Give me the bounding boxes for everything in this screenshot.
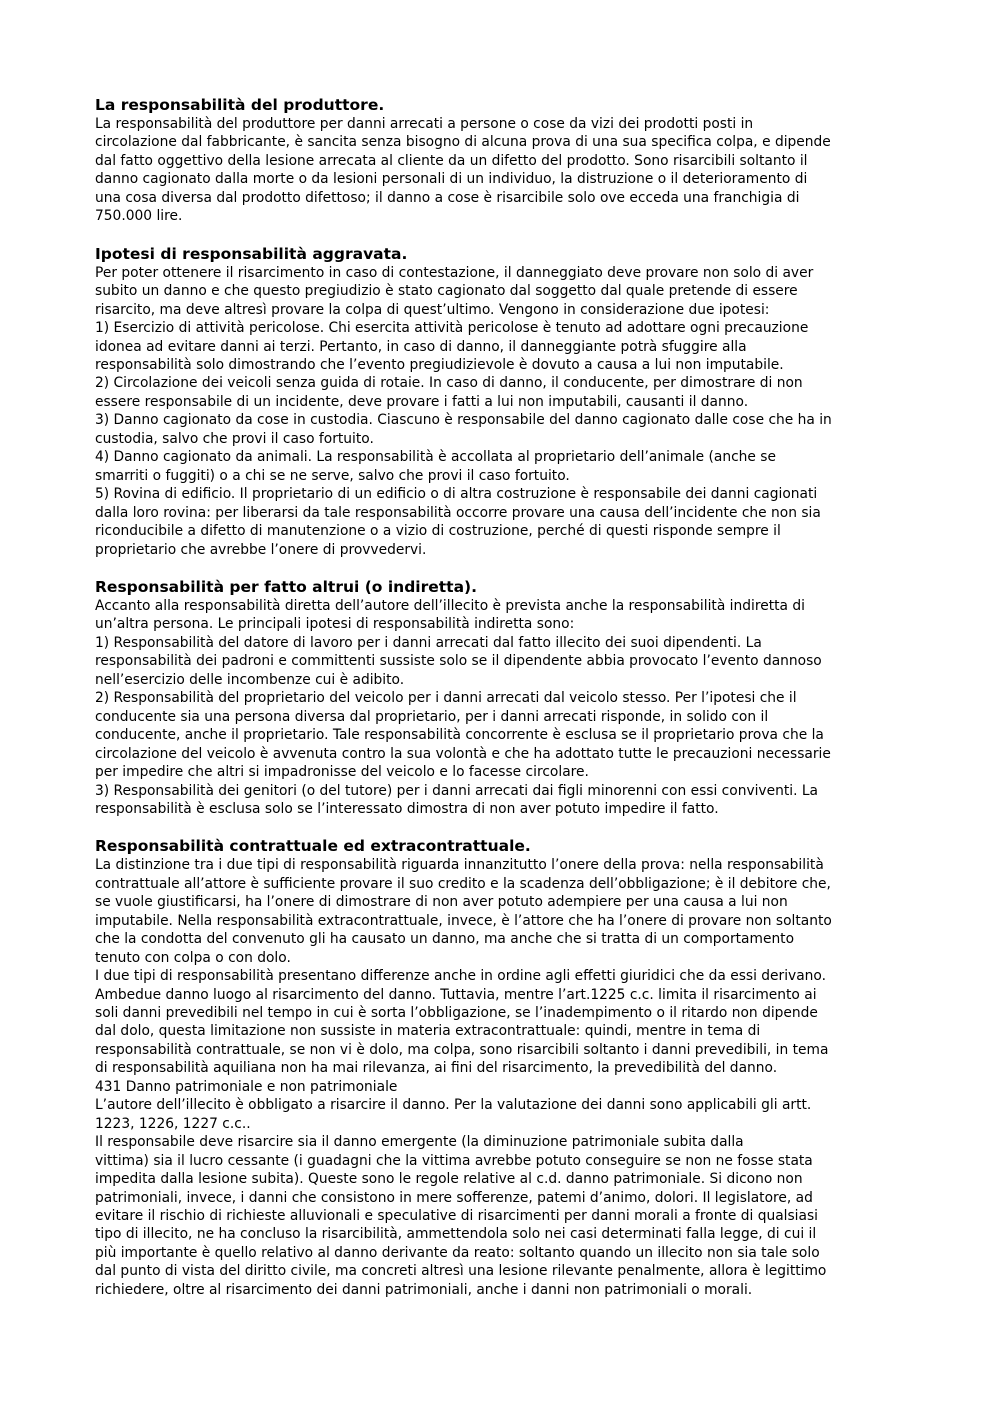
body-text-line: tenuto con colpa o con dolo. xyxy=(95,949,291,966)
body-text-line: L’autore dell’illecito è obbligato a risarcire il danno. Per la valutazione dei danni sono applicabili gli artt. xyxy=(95,1097,812,1114)
body-text-line: patrimoniali, invece, i danni che consistono in mere sofferenze, patemi d’animo, dolori. Il legislatore, ad xyxy=(95,1189,813,1206)
section-heading: Responsabilità per fatto altrui (o indiretta). xyxy=(95,577,478,596)
section xyxy=(95,836,910,1299)
body-text-line: 4) Danno cagionato da animali. La responsabilità è accollata al proprietario dell’animale (anche se xyxy=(95,449,776,466)
document-page xyxy=(95,95,910,1317)
section-heading: Responsabilità contrattuale ed extracontrattuale. xyxy=(95,837,531,856)
body-text-line: Accanto alla responsabilità diretta dell’autore dell’illecito è prevista anche la responsabilità indiretta di xyxy=(95,597,805,614)
body-text-line: una cosa diversa dal prodotto difettoso; il danno a cose è risarcibile solo ove ecceda una franchigia di xyxy=(95,189,800,206)
body-text-line: contrattuale all’attore è sufficiente provare il suo credito e la scadenza dell’obbligazione; è il debitore che, xyxy=(95,875,831,892)
body-text-line: per impedire che altri si impadronisse del veicolo e lo facesse circolare. xyxy=(95,764,589,781)
body-text-line: dal fatto oggettivo della lesione arrecata al cliente da un difetto del prodotto. Sono risarcibili soltanto il xyxy=(95,152,808,169)
body-text-line: 5) Rovina di edificio. Il proprietario di un edificio o di altra costruzione è responsabile dei danni cagionati xyxy=(95,486,818,503)
body-text-line: idonea ad evitare danni ai terzi. Pertanto, in caso di danno, il danneggiante potrà sfuggire alla xyxy=(95,338,747,355)
body-text-line: conducente, anche il proprietario. Tale responsabilità concorrente è esclusa se il proprietario prova che la xyxy=(95,727,824,744)
section-heading: Ipotesi di responsabilità aggravata. xyxy=(95,244,408,263)
body-text-line: conducente sia una persona diversa dal proprietario, per i danni arrecati risponde, in solido con il xyxy=(95,708,769,725)
body-text-line: 1) Esercizio di attività pericolose. Chi esercita attività pericolose è tenuto ad adottare ogni precauzione xyxy=(95,320,809,337)
body-text-line: proprietario che avrebbe l’onere di provvedervi. xyxy=(95,541,427,558)
body-text-line: se vuole giustificarsi, ha l’onere di dimostrare di non aver potuto adempiere per una causa a lui non xyxy=(95,894,788,911)
body-text-line: evitare il rischio di richieste alluvionali e speculative di risarcimenti per danni morali a fronte di qualsiasi xyxy=(95,1208,818,1225)
body-text-line: 1) Responsabilità del datore di lavoro per i danni arrecati dal fatto illecito dei suoi dipendenti. La xyxy=(95,634,762,651)
body-text-line: responsabilità contrattuale, se non vi è dolo, ma colpa, sono risarcibili soltanto i danni prevedibili, in tema xyxy=(95,1041,829,1058)
body-text-line: circolazione del veicolo è avvenuta contro la sua volontà e che ha adottato tutte le precauzioni necessarie xyxy=(95,745,831,762)
body-text-line: 2) Responsabilità del proprietario del veicolo per i danni arrecati dal veicolo stesso. Per l’ipotesi che il xyxy=(95,690,797,707)
body-text-line: 3) Responsabilità dei genitori (o del tutore) per i danni arrecati dai figli minorenni con essi conviventi. La xyxy=(95,782,818,799)
body-text-line: Per poter ottenere il risarcimento in caso di contestazione, il danneggiato deve provare non solo di aver xyxy=(95,264,814,281)
body-text-line: dal punto di vista del diritto civile, ma concreti altresì una lesione rilevante penalmente, allora è legittimo xyxy=(95,1263,827,1280)
body-text-line: responsabilità dei padroni e committenti sussiste solo se il dipendente abbia provocato l’evento dannoso xyxy=(95,653,822,670)
body-text-line: circolazione dal fabbricante, è sancita senza bisogno di alcuna prova di una sua specifica colpa, e dipende xyxy=(95,134,831,151)
body-text-line: riconducibile a difetto di manutenzione o a vizio di costruzione, perché di questi risponde sempre il xyxy=(95,523,781,540)
body-text-line: smarriti o fuggiti) o a chi se ne serve, salvo che provi il caso fortuito. xyxy=(95,467,570,484)
body-text-line: vittima) sia il lucro cessante (i guadagni che la vittima avrebbe potuto conseguire se non ne fosse stata xyxy=(95,1152,813,1169)
body-text-line: 1223, 1226, 1227 c.c.. xyxy=(95,1115,251,1132)
body-text-line: impedita dalla lesione subita). Queste sono le regole relative al c.d. danno patrimoniale. Si dicono non xyxy=(95,1171,803,1188)
section-heading: La responsabilità del produttore. xyxy=(95,96,385,114)
body-text-line: soli danni prevedibili nel tempo in cui è sorta l’obbligazione, se l’inadempimento o il ritardo non dipende xyxy=(95,1005,818,1022)
body-text-line: danno cagionato dalla morte o da lesioni personali di un individuo, la distruzione o il deterioramento di xyxy=(95,171,808,188)
body-text-line: più importante è quello relativo al danno derivante da reato: soltanto quando un illecito non sia tale solo xyxy=(95,1244,820,1261)
body-text-line: dalla loro rovina: per liberarsi da tale responsabilità occorre provare una causa dell’incidente che non sia xyxy=(95,504,821,521)
body-text-line: nell’esercizio delle incombenze cui è adibito. xyxy=(95,671,405,688)
body-text-line: responsabilità è esclusa solo se l’interessato dimostra di non aver potuto impedire il fatto. xyxy=(95,800,719,817)
body-text-line: imputabile. Nella responsabilità extracontrattuale, invece, è l’attore che ha l’onere di provare non soltanto xyxy=(95,912,832,929)
body-text-line: Ambedue danno luogo al risarcimento del danno. Tuttavia, mentre l’art.1225 c.c. limita il risarcimento ai xyxy=(95,986,817,1003)
body-text-line: essere responsabile di un incidente, deve provare i fatti a lui non imputabili, causanti il danno. xyxy=(95,393,749,410)
body-text-line: La distinzione tra i due tipi di responsabilità riguarda innanzitutto l’onere della prova: nella responsabilità xyxy=(95,857,824,874)
body-text-line: 431 Danno patrimoniale e non patrimoniale xyxy=(95,1078,398,1095)
section xyxy=(95,244,910,559)
body-text-line: subito un danno e che questo pregiudizio è stato cagionato dal soggetto dal quale pretende di essere xyxy=(95,283,798,300)
body-text-line: un’altra persona. Le principali ipotesi di responsabilità indiretta sono: xyxy=(95,616,575,633)
body-text-line: custodia, salvo che provi il caso fortuito. xyxy=(95,430,374,447)
section xyxy=(95,577,910,818)
body-text-line: richiedere, oltre al risarcimento dei danni patrimoniali, anche i danni non patrimoniali o morali. xyxy=(95,1281,753,1298)
body-text-line: dal dolo, questa limitazione non sussiste in materia extracontrattuale: quindi, mentre in tema di xyxy=(95,1023,761,1040)
body-text-line: risarcito, ma deve altresì provare la colpa di quest’ultimo. Vengono in considerazione due ipotesi: xyxy=(95,301,770,318)
body-text-line: 750.000 lire. xyxy=(95,208,183,225)
body-text-line: La responsabilità del produttore per danni arrecati a persone o cose da vizi dei prodotti posti in xyxy=(95,116,754,132)
body-text-line: che la condotta del convenuto gli ha causato un danno, ma anche che si tratta di un comportamento xyxy=(95,931,795,948)
body-text-line: 3) Danno cagionato da cose in custodia. Ciascuno è responsabile del danno cagionato dalle cose che ha in xyxy=(95,412,832,429)
body-text-line: I due tipi di responsabilità presentano differenze anche in ordine agli effetti giuridici che da essi derivano. xyxy=(95,968,826,985)
body-text-line: responsabilità solo dimostrando che l’evento pregiudizievole è dovuto a causa a lui non imputabile. xyxy=(95,356,784,373)
body-text-line: tipo di illecito, ne ha concluso la risarcibilità, ammettendola solo nei casi determinati falla legge, di cui il xyxy=(95,1226,817,1243)
body-text-line: di responsabilità aquiliana non ha mai rilevanza, ai fini del risarcimento, la prevedibilità del danno. xyxy=(95,1060,778,1077)
section xyxy=(95,95,910,226)
body-text-line: 2) Circolazione dei veicoli senza guida di rotaie. In caso di danno, il conducente, per dimostrare di non xyxy=(95,375,803,392)
body-text-line: Il responsabile deve risarcire sia il danno emergente (la diminuzione patrimoniale subita dalla xyxy=(95,1134,744,1151)
